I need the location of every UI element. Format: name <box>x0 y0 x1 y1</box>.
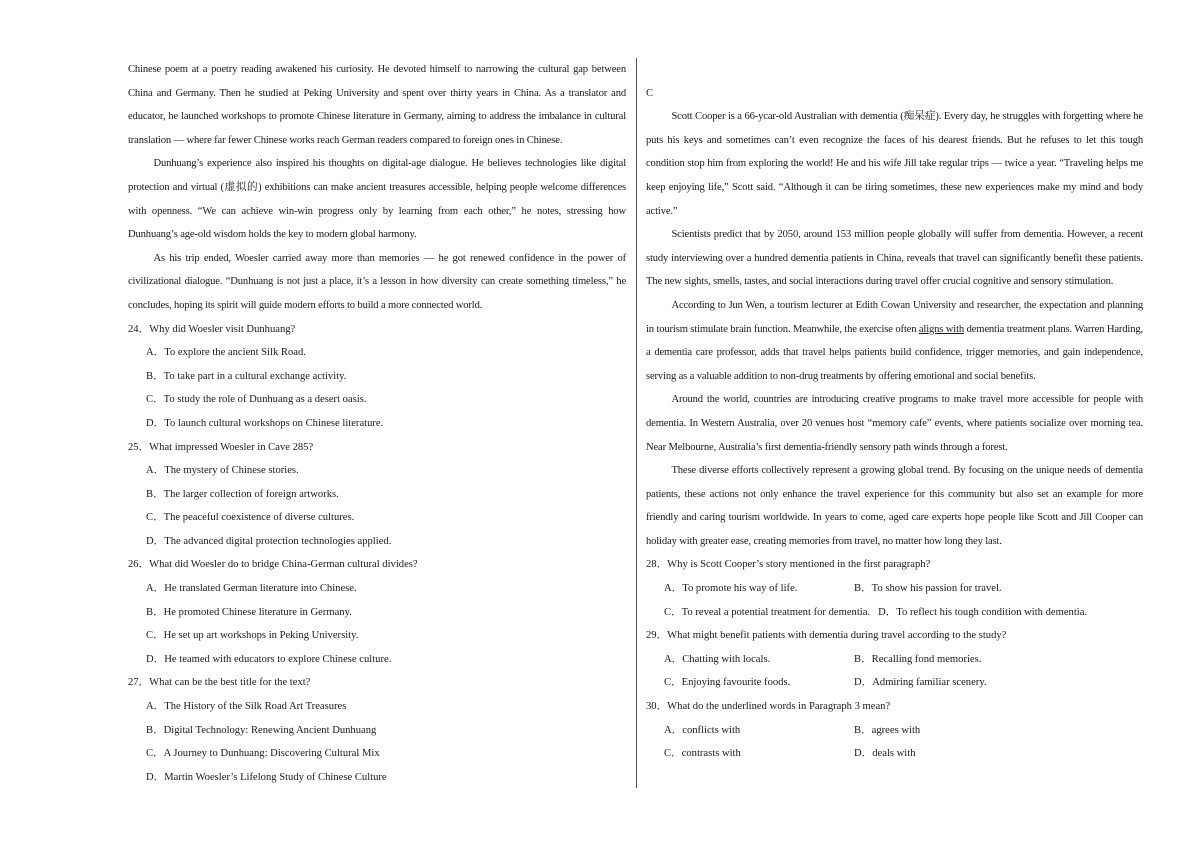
option-b[interactable]: B．To show his passion for travel. <box>854 583 1002 595</box>
question-stem: 28．Why is Scott Cooper’s story mentioned in the first paragraph? <box>646 559 931 571</box>
question-30 <box>646 695 1143 766</box>
question-stem: 26．What did Woesler do to bridge China-German cultural divides? <box>128 559 418 571</box>
option-c[interactable]: C．contrasts with <box>664 748 741 760</box>
option-a[interactable]: A．Chatting with locals. <box>664 653 771 665</box>
right-column <box>646 58 1143 766</box>
option-c[interactable]: C．To study the role of Dunhuang as a desert oasis. <box>146 394 367 406</box>
option-c[interactable]: C．To reveal a potential treatment for dementia. <box>664 606 871 618</box>
question-24 <box>128 318 626 436</box>
option-row <box>646 577 1143 601</box>
question-stem: 25．What impressed Woesler in Cave 285? <box>128 441 314 453</box>
option-d[interactable]: D．The advanced digital protection technologies applied. <box>146 535 392 547</box>
question-26 <box>128 553 626 671</box>
passage-paragraph: As his trip ended, Woesler carried away more than memories — he got renewed confidence in the power of civilizational dialogue. “Dunhuang is not just a place, it’s a lesson in how diversity can create something timeless,” he concludes, hoping its spirit will guide modern efforts to build a more connected world. <box>128 252 626 311</box>
question-27 <box>128 671 626 789</box>
passage-paragraph: Scott Cooper is a 66-ycar-old Australian with dementia (痴呆症). Every day, he struggles with forgetting where he puts his keys and sometimes can’t even recognize the faces of his dearest friends. But he refuses to let this tough condition stop him from exploring the world! He and his wife Jill take regular trips — twice a year. “Traveling helps me keep enjoying life,” Scott said. “Although it can be tiring sometimes, these new experiences make my mind and body active.” <box>646 111 1143 217</box>
option-a[interactable]: A．The History of the Silk Road Art Treasures <box>146 701 347 713</box>
option-b[interactable]: B．Digital Technology: Renewing Ancient Dunhuang <box>146 724 377 736</box>
option-d[interactable]: D．To launch cultural workshops on Chinese literature. <box>146 417 384 429</box>
passage-paragraph <box>646 294 1143 388</box>
option-c[interactable]: C．He set up art workshops in Peking University. <box>146 630 359 642</box>
passage-paragraph: Around the world, countries are introducing creative programs to make travel more accessible for people with dementia. In Western Australia, over 20 venues host “memory cafe” events, where patients socialize over morning tea. Near Melbourne, Australia’s first dementia-friendly sensory path winds through a forest. <box>646 394 1143 453</box>
option-a[interactable]: A．The mystery of Chinese stories. <box>146 465 299 477</box>
passage-paragraph: Scientists predict that by 2050, around 153 million people globally will suffer from dementia. However, a recent study interviewing over a hundred dementia patients in China, reveals that travel can significantly benefit these patients. The new sights, smells, tastes, and social interactions during travel offer crucial cognitive and sensory stimulation. <box>646 229 1143 288</box>
option-c[interactable]: C．The peaceful coexistence of diverse cultures. <box>146 512 355 524</box>
question-stem: 30．What do the underlined words in Paragraph 3 mean? <box>646 701 891 713</box>
question-28 <box>646 553 1143 624</box>
question-stem: 29．What might benefit patients with dementia during travel according to the study? <box>646 630 1007 642</box>
option-c[interactable]: C．Enjoying favourite foods. <box>664 677 791 689</box>
option-d[interactable]: D．deals with <box>854 748 916 760</box>
option-a[interactable]: A．He translated German literature into Chinese. <box>146 583 357 595</box>
option-b[interactable]: B．To take part in a cultural exchange activity. <box>146 370 347 382</box>
option-a[interactable]: A．conflicts with <box>664 724 741 736</box>
option-row <box>646 648 1143 672</box>
option-row <box>646 719 1143 743</box>
option-b[interactable]: B．Recalling fond memories. <box>854 653 982 665</box>
underlined-phrase: aligns with <box>918 323 965 335</box>
option-b[interactable]: B．He promoted Chinese literature in Germany. <box>146 606 352 618</box>
text-run: According to Jun Wen, a tourism lecturer at Edith Cowan University and researcher, the expectation and planning in tourism stimulate brain function. Meanwhile, the exercise often <box>646 299 1143 335</box>
option-b[interactable]: B．agrees with <box>854 724 921 736</box>
option-a[interactable]: A．To explore the ancient Silk Road. <box>146 347 306 359</box>
option-d[interactable]: D．He teamed with educators to explore Chinese culture. <box>146 653 392 665</box>
option-row <box>646 601 1143 625</box>
section-title: C <box>646 87 654 99</box>
question-25 <box>128 436 626 554</box>
passage-paragraph: Chinese poem at a poetry reading awakened his curiosity. He devoted himself to narrowing the cultural gap between China and Germany. Then he studied at Peking University and spent over thirty years in China. As a translator and educator, he launched workshops to promote Chinese literature in Germany, aiming to address the imbalance in cultural translation — where far fewer Chinese works reach German readers compared to foreign ones in Chinese. <box>128 64 626 146</box>
column-divider <box>636 58 637 788</box>
option-d[interactable]: D．To reflect his tough condition with dementia. <box>878 606 1088 618</box>
option-c[interactable]: C．A Journey to Dunhuang: Discovering Cultural Mix <box>146 748 380 760</box>
left-column <box>128 58 626 789</box>
option-row <box>646 671 1143 695</box>
option-row <box>646 742 1143 766</box>
option-d[interactable]: D．Admiring familiar scenery. <box>854 677 987 689</box>
passage-paragraph: These diverse efforts collectively represent a growing global trend. By focusing on the unique needs of dementia patients, these actions not only enhance the travel experience for this community but also set an example for more friendly and caring tourism worldwide. In years to come, aged care experts hope people like Scott and Jill Cooper can holiday with greater ease, creating memories from travel, no matter how long they last. <box>646 465 1143 547</box>
question-stem: 24．Why did Woesler visit Dunhuang? <box>128 323 296 335</box>
question-stem: 27．What can be the best title for the text? <box>128 677 311 689</box>
option-d[interactable]: D．Martin Woesler’s Lifelong Study of Chinese Culture <box>146 771 387 783</box>
option-b[interactable]: B．The larger collection of foreign artworks. <box>146 488 339 500</box>
question-29 <box>646 624 1143 695</box>
text-run: dementia treatment plans. Warren Harding, a dementia care professor, adds that travel helps patients build confidence, trigger memories, and gain independence, serving as a valuable addition to non-drug treatments by offering emotional and social benefits. <box>646 323 1144 382</box>
passage-paragraph: Dunhuang’s experience also inspired his thoughts on digital-age dialogue. He believes technologies like digital protection and virtual (虚拟的) exhibitions can make ancient treasures accessible, helping people welcome differences with openness. “We can achieve win-win progress only by learning from each other,” he notes, stressing how Dunhuang’s age-old wisdom holds the key to modern global harmony. <box>128 158 626 241</box>
option-a[interactable]: A．To promote his way of life. <box>664 583 798 595</box>
